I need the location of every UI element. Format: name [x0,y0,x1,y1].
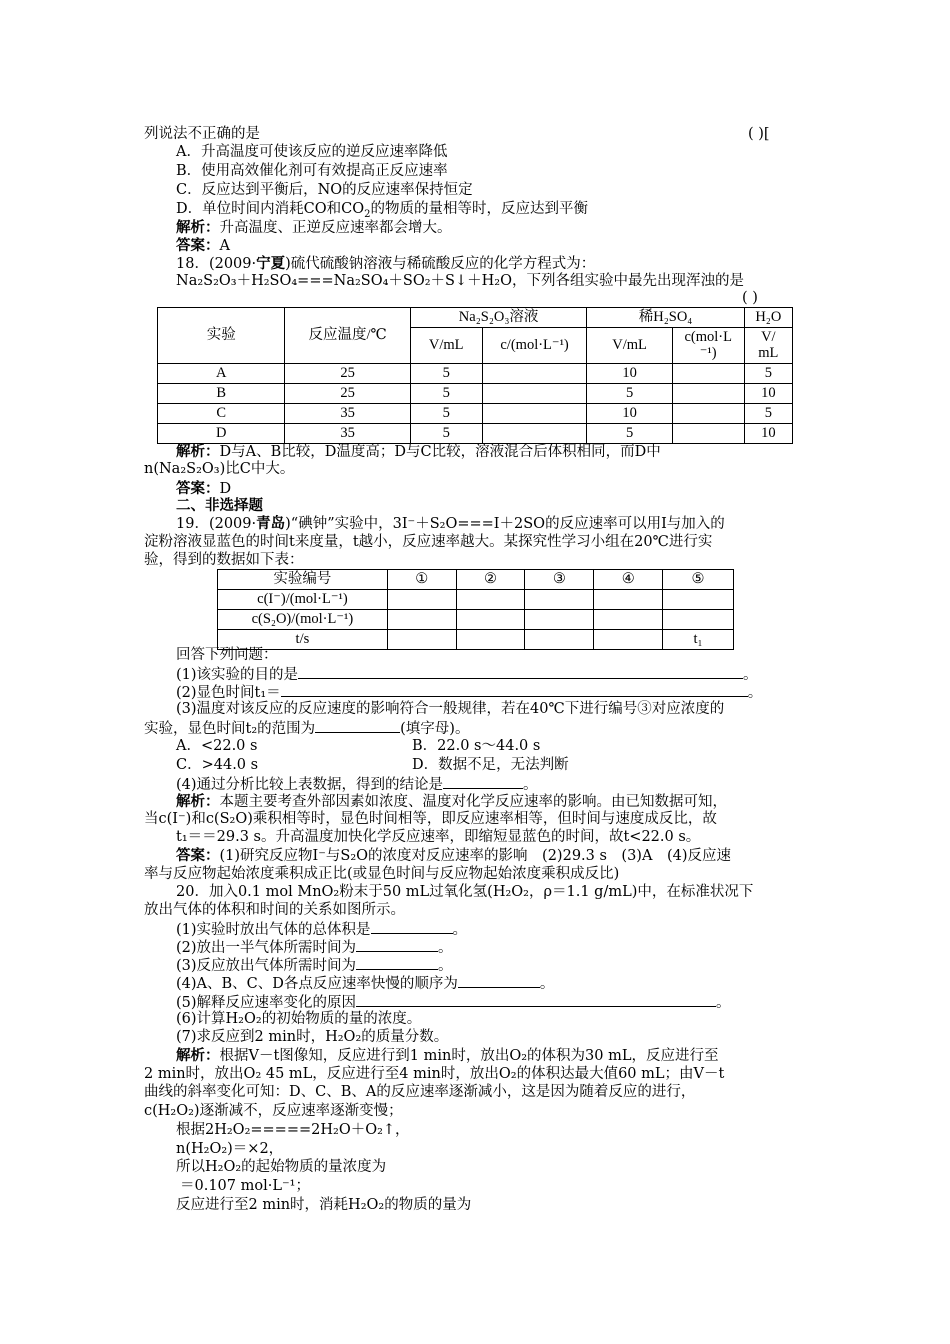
analysis-17: 解析：升高温度、正逆反应速率都会增大。 [176,219,452,236]
table-row [218,630,734,650]
subheader-v2: V/mL [587,328,672,364]
question-18-equation: Na₂S₂O₃＋H₂SO₄===Na₂SO₄＋SO₂＋S↓＋H₂O，下列各组实验中最先出现浑浊的是 [176,273,744,289]
cell [525,630,594,650]
subheader-c2: c(mol·L ⁻¹) [672,328,744,364]
analysis-20-line4: c(H₂O₂)逐渐减不，反应速率逐渐变慢； [144,1103,403,1119]
analysis-20-line5: 根据2H₂O₂=====2H₂O＋O₂↑， [176,1122,410,1138]
subheader-c1: c/(mol·L⁻¹) [482,328,587,364]
analysis-18-line1: 解析：D与A、B比较，D温度高；D与C比较，溶液混合后体积相同，而D中 [176,443,661,460]
header-experiment: 实验 [158,308,285,364]
q19-part4: (4)通过分析比较上表数据，得到的结论是 。 [176,777,538,793]
answer-19-line1: 答案：(1)研究反应物I⁻与S₂O的浓度对反应速率的影响 (2)29.3 s (3)A (4)反应速 [176,847,731,864]
cell [594,610,663,630]
q19-part2: (2)显色时间t₁＝ 。 [176,685,763,701]
cell [525,590,594,610]
q20-part1: (1)实验时放出气体的总体积是 。 [176,922,468,938]
q19-option-d: D．数据不足，无法判断 [412,757,569,773]
analysis-20-line8: ＝0.107 mol·L⁻¹； [180,1178,310,1194]
cell: t₁ [663,630,734,650]
analysis-19-line1: 解析：本题主要考查外部因素如浓度、温度对化学反应速率的影响。由已知数据可知， [176,793,727,810]
q20-part2: (2)放出一半气体所需时间为 。 [176,940,453,956]
table-row [158,404,793,424]
cell [482,384,587,404]
cell [663,610,734,630]
cell: 5 [410,424,482,444]
table-row [158,364,793,384]
option-a: A．升高温度可使该反应的逆反应速率降低 [176,144,448,160]
cell [482,404,587,424]
cell: 5 [587,424,672,444]
analysis-18-line2: n(Na₂S₂O₃)比C中大。 [144,461,295,477]
experiment-table-19 [217,569,734,650]
q19-part1: (1)该实验的目的是 。 [176,667,758,683]
analysis-19-line3: t₁＝＝29.3 s。升高温度加快化学反应速率，即缩短显蓝色的时间，故t<22.0 s。 [176,829,701,845]
header-h2o: H₂O [744,308,792,328]
question-19-line1: 19．(2009·青岛)“碘钟”实验中，3I⁻＋S₂O===I＋2SO的反应速率可以用I与加入的 [176,515,725,532]
answer-paren: ( )[ [748,126,770,142]
cell [387,610,456,630]
cell: C [158,404,285,424]
analysis-20-line9: 反应进行至2 min时，消耗H₂O₂的物质的量为 [176,1197,472,1213]
header-h2so4: 稀H₂SO₄ [587,308,744,328]
cell: ③ [525,570,594,590]
cell [663,590,734,610]
analysis-20-line6: n(H₂O₂)＝×2， [176,1141,284,1157]
cell: ② [456,570,525,590]
q19-part3-line2: 实验，显色时间t₂的范围为 (填字母)。 [144,721,470,737]
question-19-line3: 验，得到的数据如下表： [144,552,304,568]
table-row [218,610,734,630]
cell [672,384,744,404]
cell [672,424,744,444]
q19-option-b: B．22.0 s～44.0 s [412,738,541,754]
cell [387,630,456,650]
q19-part3-line1: (3)温度对该反应的反应速度的影响符合一般规律，若在40℃下进行编号③对应浓度的 [176,701,725,717]
q20-part3: (3)反应放出气体所需时间为 。 [176,958,453,974]
cell: B [158,384,285,404]
cell: 实验编号 [218,570,388,590]
header-temperature: 反应温度/℃ [285,308,410,364]
cell: 5 [410,404,482,424]
cell: ① [387,570,456,590]
cell: t/s [218,630,388,650]
cell: 10 [587,364,672,384]
cell: 5 [587,384,672,404]
cell: 5 [744,364,792,384]
question-20-line1: 20．加入0.1 mol MnO₂粉末于50 mL过氧化氢(H₂O₂，ρ＝1.1 g/mL)中，在标准状况下 [176,884,754,900]
cell: 25 [285,384,410,404]
cell [456,610,525,630]
cell: D [158,424,285,444]
table-row [158,424,793,444]
q20-part6: (6)计算H₂O₂的初始物质的量的浓度。 [176,1011,422,1027]
cell: c(I⁻)/(mol·L⁻¹) [218,590,388,610]
cell: 5 [744,404,792,424]
cell: A [158,364,285,384]
q19-option-a: A．<22.0 s [176,738,258,754]
cell [482,364,587,384]
option-c: C．反应达到平衡后，NO的反应速率保持恒定 [176,182,473,198]
subheader-v3: V/ mL [744,328,792,364]
answer-intro: 回答下列问题： [176,647,278,663]
header-na2s2o3: Na₂S₂O₃溶液 [410,308,587,328]
answer-19-line2: 率与反应物起始浓度乘积成正比(或显色时间与反应物起始浓度乘积成反比) [144,866,620,882]
cell: 5 [410,364,482,384]
answer-paren-18: ( ) [742,290,758,306]
analysis-20-line7: 所以H₂O₂的起始物质的量浓度为 [176,1159,387,1175]
cell [672,404,744,424]
q20-part4: (4)A、B、C、D各点反应速率快慢的顺序为 。 [176,976,555,992]
cell: 10 [744,424,792,444]
cell [456,590,525,610]
cell: ④ [594,570,663,590]
experiment-table-18 [157,307,793,444]
table-row [218,570,734,590]
q19-option-c: C．>44.0 s [176,757,259,773]
cell: 35 [285,424,410,444]
answer-18: 答案：D [176,480,232,497]
cell: 10 [587,404,672,424]
analysis-19-line2: 当c(I⁻)和c(S₂O)乘积相等时，显色时间相等，即反应速率相等，但时间与速度成反比，故 [144,811,717,827]
question-stem-line: 列说法不正确的是 [144,126,260,142]
cell: 10 [744,384,792,404]
table-row [218,590,734,610]
cell [672,364,744,384]
analysis-20-line3: 曲线的斜率变化可知：D、C、B、A的反应速率逐渐减小，这是因为随着反应的进行， [144,1084,696,1100]
q20-part7: (7)求反应到2 min时，H₂O₂的质量分数。 [176,1029,449,1045]
question-18-title: 18．(2009·宁夏)硫代硫酸钠溶液与稀硫酸反应的化学方程式为： [176,255,596,272]
cell: c(S₂O)/(mol·L⁻¹) [218,610,388,630]
cell [525,610,594,630]
subheader-v1: V/mL [410,328,482,364]
cell [387,590,456,610]
analysis-20-line2: 2 min时，放出O₂ 45 mL，反应进行至4 min时，放出O₂的体积达最大值60 mL；由V－t [144,1066,725,1082]
cell: 35 [285,404,410,424]
option-d: D．单位时间内消耗CO和$CO_2$的物质的量相等时，反应达到平衡 [176,201,588,220]
analysis-20-line1: 解析：根据V－t图像知，反应进行到1 min时，放出O₂的体积为30 mL，反应进行至 [176,1047,719,1064]
answer-17: 答案：A [176,237,230,254]
table-row [158,384,793,404]
question-20-line2: 放出气体的体积和时间的关系如图所示。 [144,902,405,918]
section-heading: 二、非选择题 [176,497,263,514]
cell: 25 [285,364,410,384]
cell [482,424,587,444]
cell [594,590,663,610]
cell: 5 [410,384,482,404]
cell [594,630,663,650]
question-19-line2: 淀粉溶液显蓝色的时间t来度量，t越小，反应速率越大。某探究性学习小组在20℃进行实 [144,534,713,550]
option-b: B．使用高效催化剂可有效提高正反应速率 [176,163,448,179]
q20-part5: (5)解释反应速率变化的原因 。 [176,995,731,1011]
cell [456,630,525,650]
cell: ⑤ [663,570,734,590]
